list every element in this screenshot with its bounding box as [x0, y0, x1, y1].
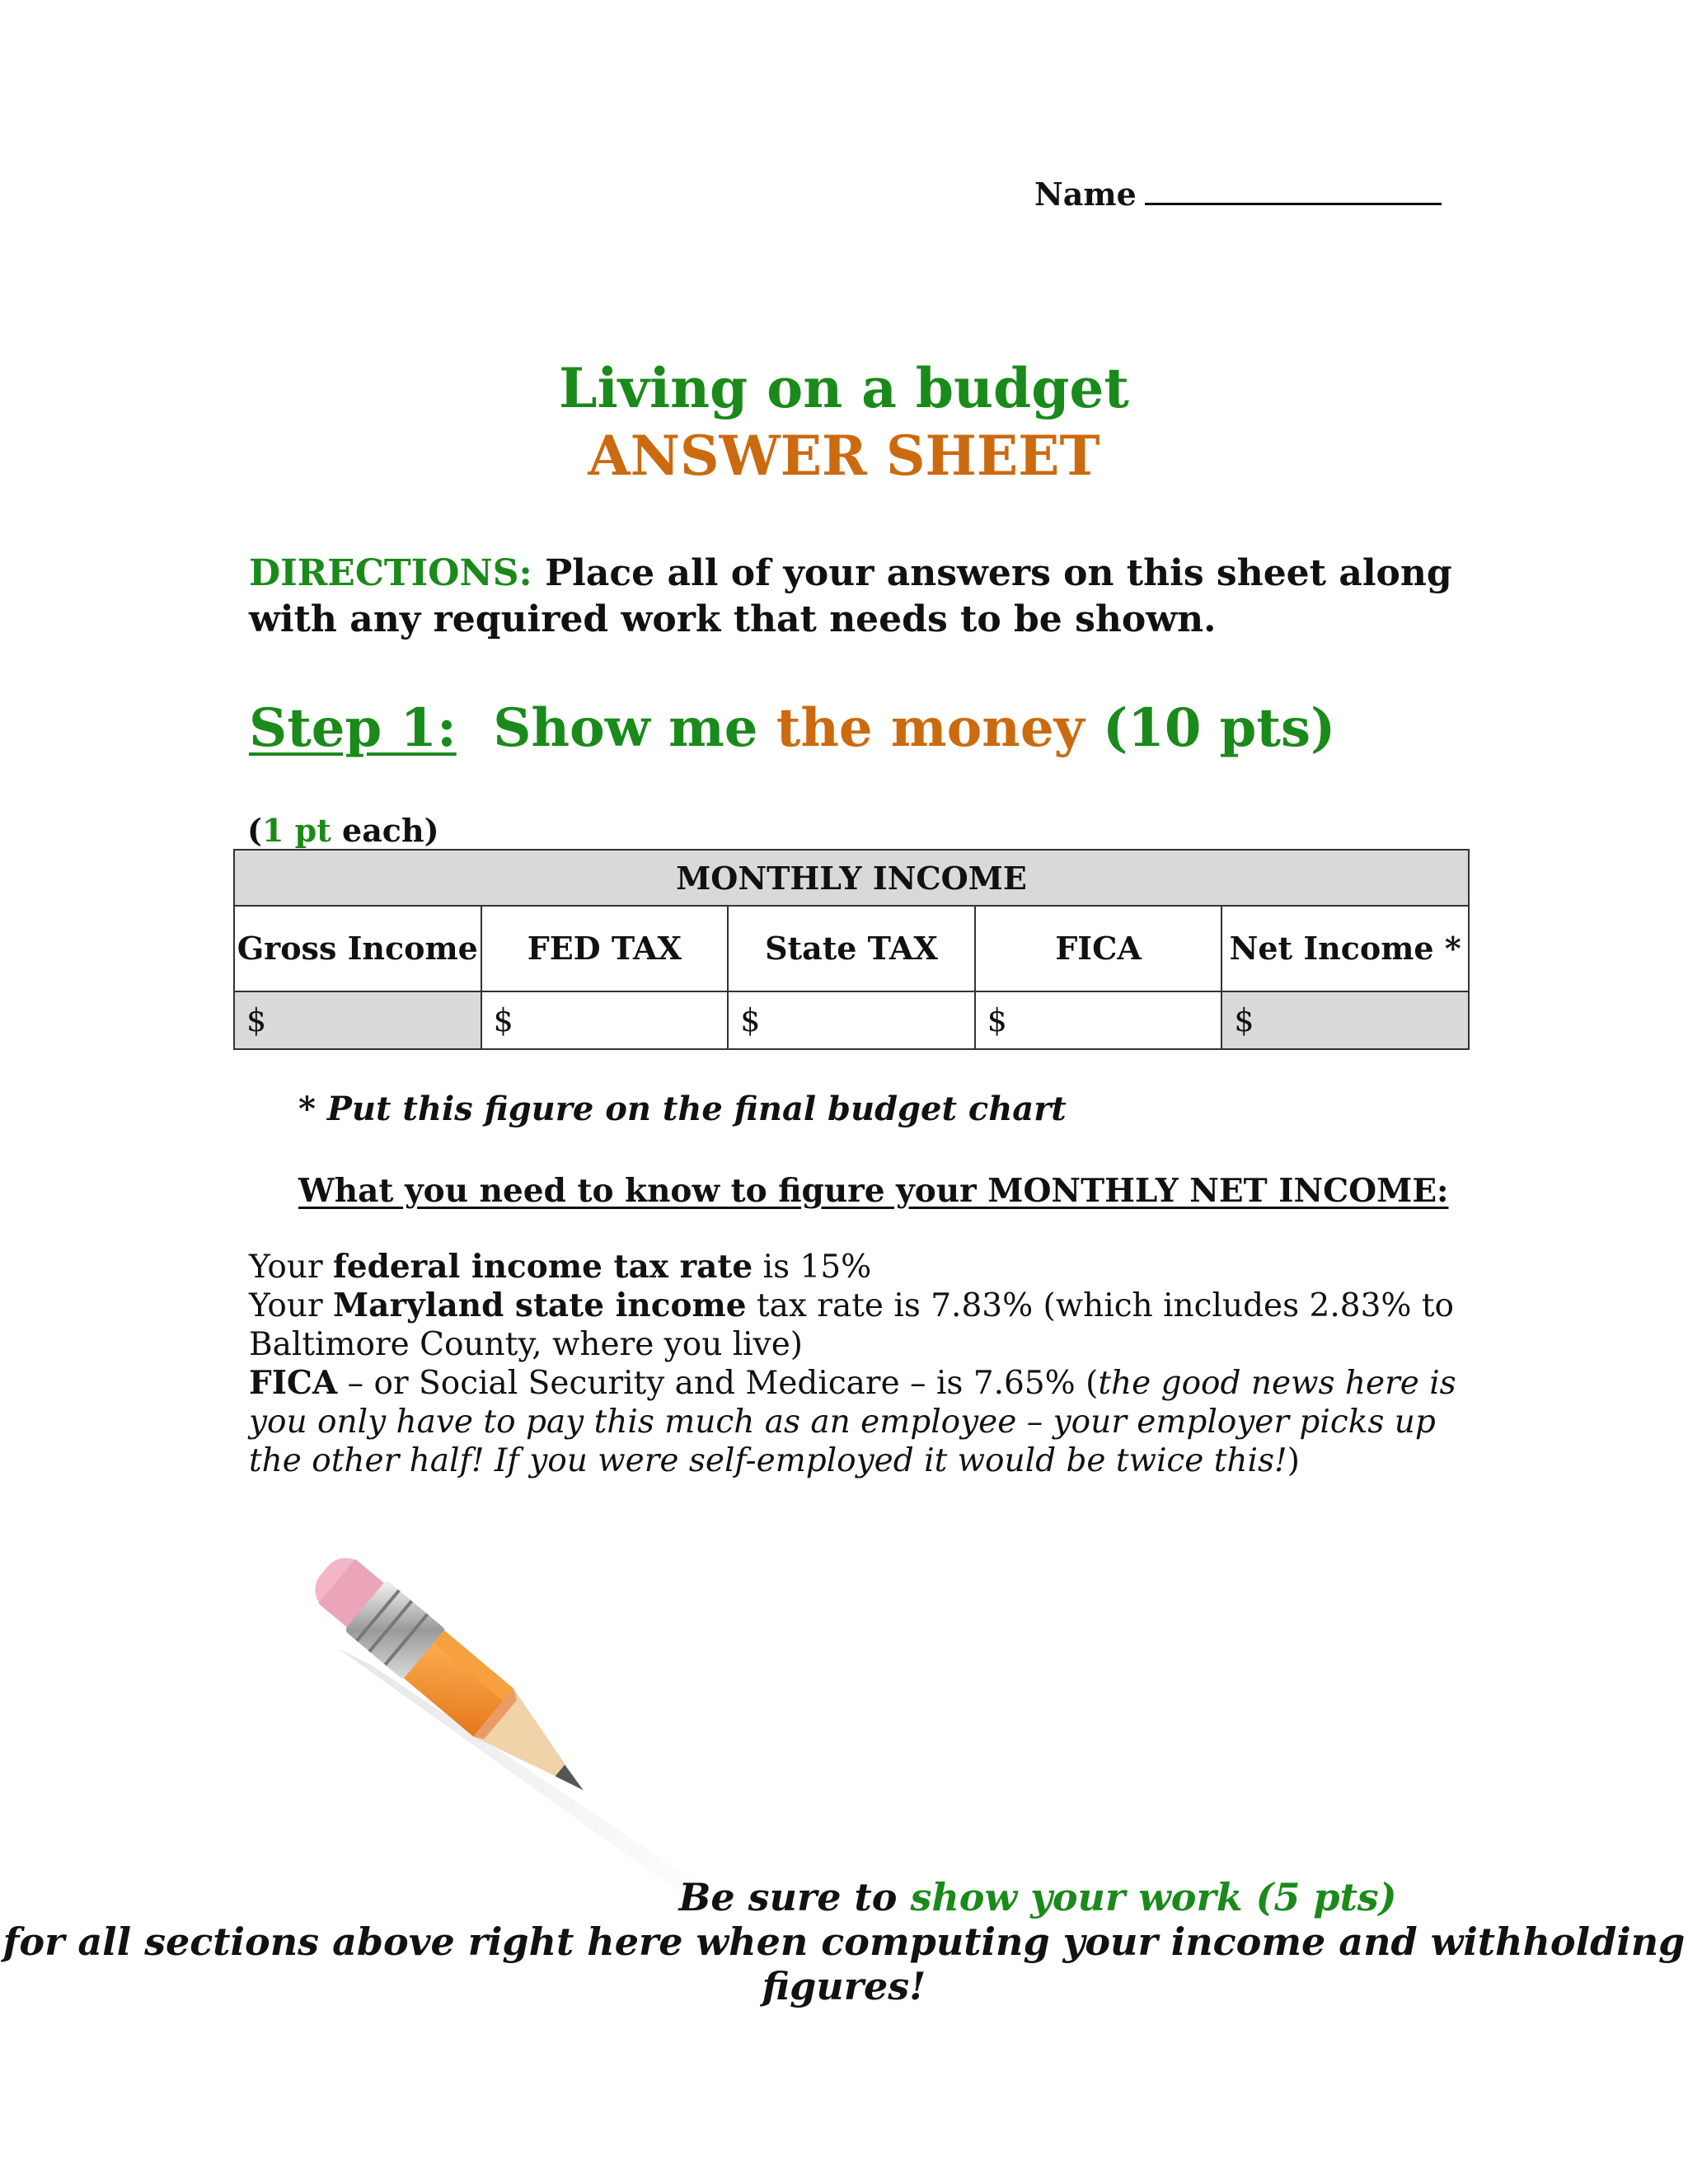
col-net-income: Net Income *	[1221, 906, 1469, 991]
pencil-icon	[288, 1549, 750, 1929]
points-note	[247, 812, 439, 849]
step1-heading	[249, 697, 1335, 759]
points-rest: each)	[331, 812, 439, 849]
closing-note	[0, 1875, 1688, 2008]
state-a: Your	[249, 1287, 333, 1324]
fed-rate-line	[249, 1248, 1469, 1286]
tax-rates-info	[249, 1248, 1469, 1480]
page-title: Living on a budget	[559, 356, 1129, 420]
closing-line1	[0, 1875, 1688, 1919]
col-state-tax: State TAX	[728, 906, 975, 991]
page-subtitle: ANSWER SHEET	[588, 424, 1100, 488]
fica-rate-line	[249, 1364, 1469, 1480]
col-fed-tax: FED TAX	[481, 906, 729, 991]
step1-label: Step 1:	[249, 697, 457, 759]
fica-b: – or Social Security and Medicare – is 7.65% (	[337, 1365, 1099, 1402]
closing-b: show your work (5 pts)	[910, 1875, 1397, 1919]
directions-text: Place all of your answers on this sheet along with any required work that needs to be shown.	[249, 552, 1452, 640]
cell-net-income[interactable]: $	[1221, 991, 1469, 1049]
col-gross-income: Gross Income	[234, 906, 481, 991]
state-b: Maryland state income	[333, 1286, 747, 1324]
col-fica: FICA	[975, 906, 1222, 991]
fed-b: federal income tax rate	[333, 1248, 753, 1286]
directions-label: DIRECTIONS:	[249, 552, 532, 594]
fica-d: )	[1287, 1442, 1300, 1479]
table-title: MONTHLY INCOME	[234, 850, 1469, 906]
cell-state-tax[interactable]: $	[728, 991, 975, 1049]
know-heading: What you need to know to figure your MONTHLY NET INCOME:	[298, 1172, 1449, 1210]
cell-fed-tax[interactable]: $	[481, 991, 729, 1049]
cell-fica[interactable]: $	[975, 991, 1222, 1049]
name-label: Name	[1034, 176, 1137, 213]
step1-text-b: the money	[776, 697, 1085, 759]
closing-a: Be sure to	[678, 1875, 911, 1919]
state-rate-line	[249, 1286, 1469, 1364]
directions	[249, 551, 1452, 643]
fed-a: Your	[249, 1249, 333, 1286]
fica-c: the good news here is you only have to pay this much as an employee – your employer picks up the other half! If you were self-employed it would be twice this!	[249, 1365, 1456, 1479]
name-blank-line[interactable]	[1145, 175, 1442, 205]
name-field	[1034, 175, 1442, 213]
points-open: (	[247, 812, 262, 849]
fed-c: is 15%	[753, 1249, 872, 1286]
points-value: 1 pt	[261, 812, 331, 849]
closing-c: for all sections above right here when computing your income and withholding figures!	[2, 1919, 1686, 2008]
step1-text-c: (10 pts)	[1084, 697, 1336, 759]
fica-a: FICA	[249, 1364, 338, 1402]
state-c: tax rate is 7.83% (which includes 2.83% to Baltimore County, where you live)	[249, 1287, 1454, 1363]
cell-gross-income[interactable]: $	[234, 991, 481, 1049]
footnote: * Put this figure on the final budget chart	[298, 1090, 1067, 1128]
monthly-income-table	[233, 849, 1470, 1050]
step1-text-a: Show me	[493, 697, 776, 759]
